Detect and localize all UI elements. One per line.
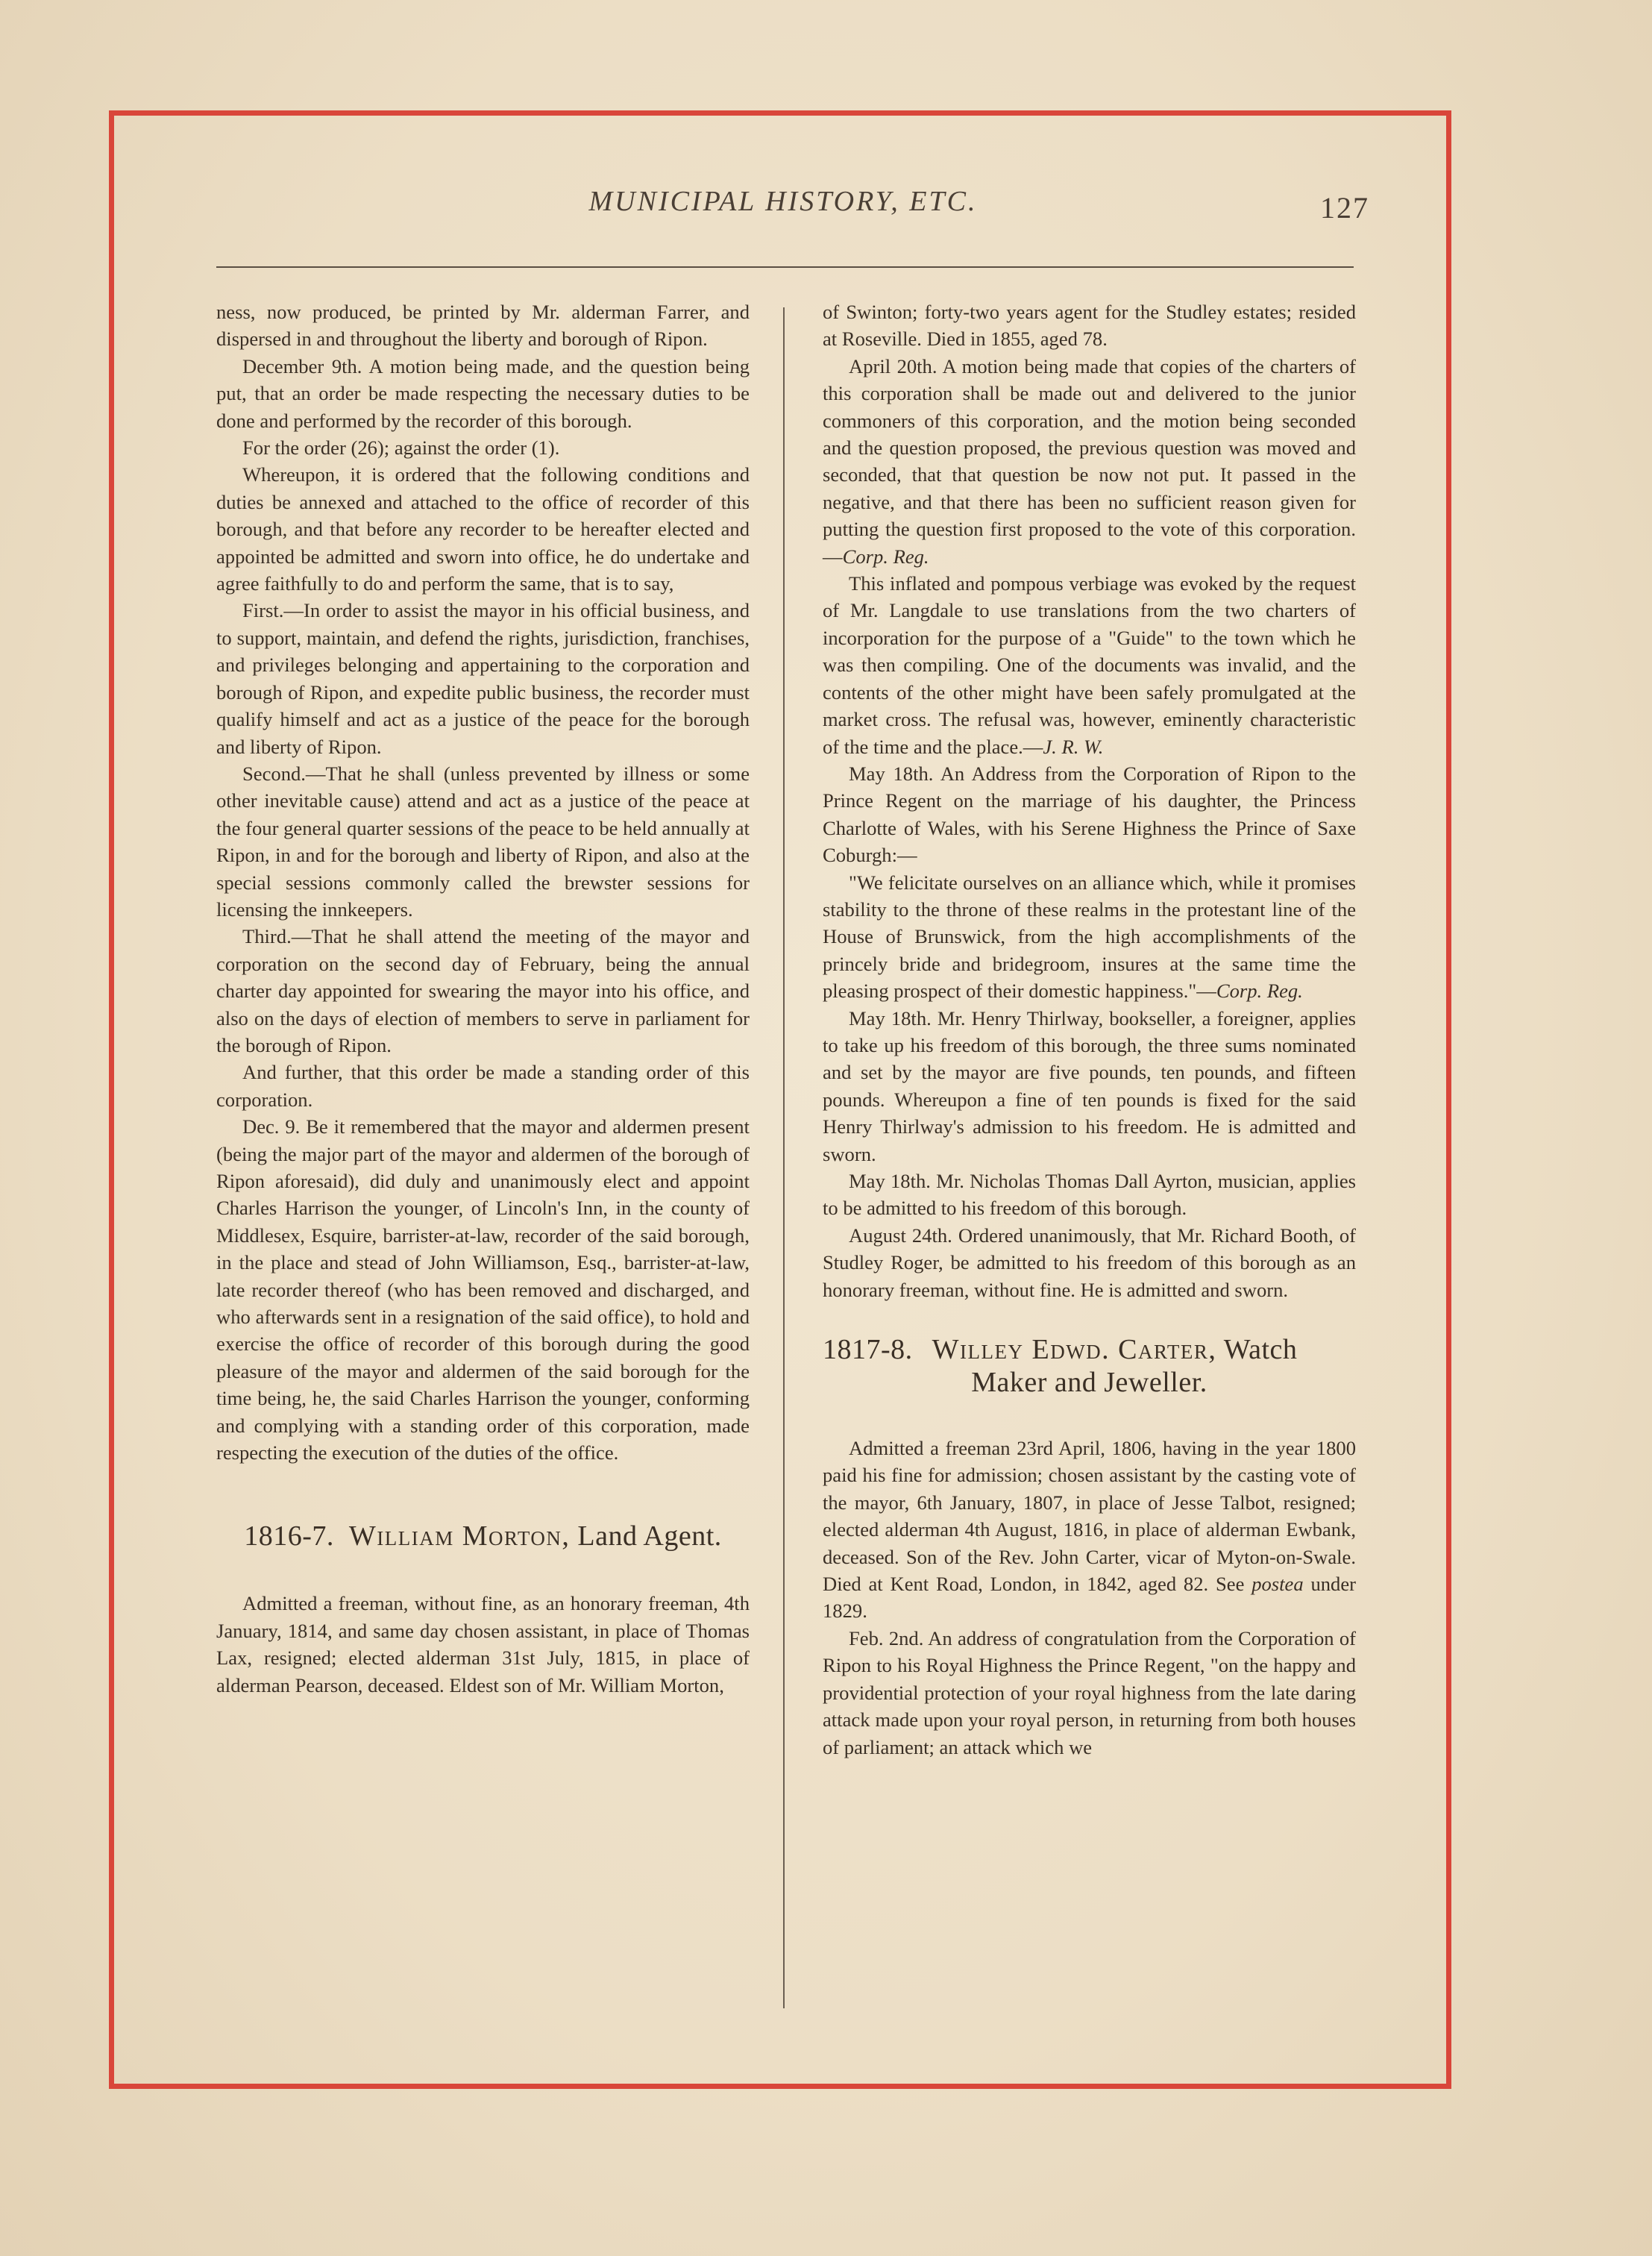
heading-line-2: Maker and Jeweller.	[971, 1367, 1207, 1399]
paragraph	[823, 869, 1356, 1005]
paragraph	[823, 570, 1356, 760]
paragraph: Admitted a freeman, without fine, as an honorary freeman, 4th January, 1814, and same day chosen assistant, in place of Thomas Lax, resigned; elected alderman 31st July, 1815, in place of alderman Pearson, deceased. Eldest son of Mr. William Morton,	[216, 1592, 750, 1696]
paragraph: December 9th. A motion being made, and the question being put, that an order be made respecting the necessary duties to be done and performed by the recorder of this borough.	[216, 354, 750, 432]
paragraph	[823, 353, 1356, 570]
paragraph-text: "We felicitate ourselves on an alliance which, while it promises stability to the throne of these realms in the protestant line of the House of Brunswick, from the high accomplishments of the princely bride and bridegroom, insures at the same time the pleasing prospect of their domestic happiness."—	[823, 871, 1356, 1003]
paragraph: Whereupon, it is ordered that the following conditions and duties be annexed and attached to the office of recorder of this borough, and that before any recorder to be hereafter elected and appointed be admitted and sworn into office, he do undertake and agree faithfully to do and perform the same, that is to say,	[216, 463, 750, 595]
paragraph: And further, that this order be made a standing order of this corporation.	[216, 1061, 750, 1111]
paragraph: Feb. 2nd. An address of congratulation from the Corporation of Ripon to his Royal Highness the Prince Regent, "on the happy and providential protection of your royal highness from the late daring attack made upon your royal person, in returning from both houses of parliament; an attack which we	[823, 1626, 1356, 1758]
paragraph: Second.—That he shall (unless prevented by illness or some other inevitable cause) attend and act as a justice of the peace at the four general quarter sessions of the peace to be held annually at Ripon, in and for the borough and liberty of Ripon, and also at the special sessions commonly called the brewster sessions for licensing the innkeepers.	[216, 762, 750, 921]
heading-occupation: Watch	[1223, 1334, 1298, 1366]
paragraph: May 18th. An Address from the Corporation of Ripon to the Prince Regent on the marriage of his daughter, the Princess Charlotte of Wales, with his Serene Highness the Prince of Saxe Coburgh:—	[823, 762, 1356, 867]
section-heading-1816	[216, 1520, 750, 1552]
paragraph	[823, 1435, 1356, 1625]
citation: J. R. W.	[1043, 735, 1104, 758]
paragraph: For the order (26); against the order (1).	[242, 436, 560, 460]
heading-year: 1817-8.	[823, 1334, 913, 1366]
paragraph: Dec. 9. Be it remembered that the mayor and aldermen present (being the major part of the mayor and aldermen of the borough of Ripon aforesaid), did duly and unanimously elect and appoint Charles Harrison the younger, of Lincoln's Inn, in the county of Middlesex, Esquire, barrister-at-law, recorder of the said borough, in the place and stead of John Williamson, Esq., barrister-at-law, late recorder thereof (who has been removed and discharged, and who afterwards sent in a resignation of the said office), to hold and exercise the office of recorder of this borough during the good pleasure of the mayor and aldermen of the said borough for the time being, he, the said Charles Harrison the younger, conforming and complying with a standing order of this corporation, made respecting the execution of the duties of the office.	[216, 1115, 750, 1464]
postea-italic: postea	[1251, 1573, 1304, 1596]
paragraph-text: under 1829.	[823, 1573, 1356, 1623]
paragraph: ness, now produced, be printed by Mr. alderman Farrer, and dispersed in and throughout the liberty and borough of Ripon.	[216, 301, 750, 351]
citation: Corp. Reg.	[842, 545, 929, 568]
paragraph: Third.—That he shall attend the meeting of the mayor and corporation on the second day of February, being the annual charter day appointed for swearing the mayor into his office, and also on the days of election of members to serve in parliament for the borough of Ripon.	[216, 925, 750, 1056]
paragraph: May 18th. Mr. Henry Thirlway, bookseller, a foreigner, applies to take up his freedom of this borough, the three sums nominated and set by the mayor are five pounds, ten pounds, and fifteen pounds. Whereupon a fine of ten pounds is fixed for the said Henry Thirlway's admission to his freedom. He is admitted and sworn.	[823, 1006, 1356, 1165]
heading-name: William Morton,	[348, 1520, 571, 1552]
heading-name: Willey Edwd. Carter,	[932, 1334, 1217, 1366]
heading-line-1	[823, 1333, 1356, 1366]
paragraph-text: Admitted a freeman 23rd April, 1806, having in the year 1800 paid his fine for admission; chosen assistant by the casting vote of the mayor, 6th January, 1807, in place of Jesse Talbot, resigned; elected alderman 4th August, 1816, in place of alderman Ewbank, deceased. Son of the Rev. John Carter, vicar of Myton-on-Swale. Died at Kent Road, London, in 1842, aged 82. See	[823, 1437, 1356, 1596]
running-title: MUNICIPAL HISTORY, ETC.	[588, 186, 978, 217]
column-divider	[783, 307, 785, 2008]
right-column	[823, 298, 1356, 1761]
paragraph: First.—In order to assist the mayor in his official business, and to support, maintain, and defend the rights, jurisdiction, franchises, and privileges belonging and appertaining to the corporation and borough of Ripon, and expedite public business, the recorder must qualify himself and act as a justice of the peace for the borough and liberty of Ripon.	[216, 599, 750, 758]
paragraph-text: This inflated and pompous verbiage was evoked by the request of Mr. Langdale to use translations from the two charters of incorporation for the purpose of a "Guide" to the town which he was then compiling. One of the documents was invalid, and the contents of the other might have been safely promulgated at the market cross. The refusal was, however, eminently characteristic of the time and the place.—	[823, 572, 1356, 758]
section-heading-1817	[823, 1333, 1356, 1399]
header-rule	[216, 266, 1354, 268]
heading-year: 1816-7.	[244, 1520, 334, 1552]
paragraph: May 18th. Mr. Nicholas Thomas Dall Ayrton, musician, applies to be admitted to his freedom of this borough.	[823, 1170, 1356, 1220]
paragraph-text: April 20th. A motion being made that copies of the charters of this corporation shall be made out and delivered to the junior commoners of this corporation, and the motion being seconded and the question proposed, the previous question was moved and seconded, that that question be now not put. It passed in the negative, and that there has been no sufficient reason given for putting the question first proposed to the vote of this corporation.—	[823, 354, 1356, 568]
citation: Corp. Reg.	[1216, 980, 1303, 1003]
left-column	[216, 298, 750, 1699]
paragraph: August 24th. Ordered unanimously, that Mr. Richard Booth, of Studley Roger, be admitted to his freedom of this borough as an honorary freeman, without fine. He is admitted and sworn.	[823, 1223, 1356, 1301]
heading-occupation: Land Agent.	[577, 1520, 722, 1552]
paragraph: of Swinton; forty-two years agent for the Studley estates; resided at Roseville. Died in 1855, aged 78.	[823, 301, 1356, 351]
page-number: 127	[1320, 191, 1369, 225]
